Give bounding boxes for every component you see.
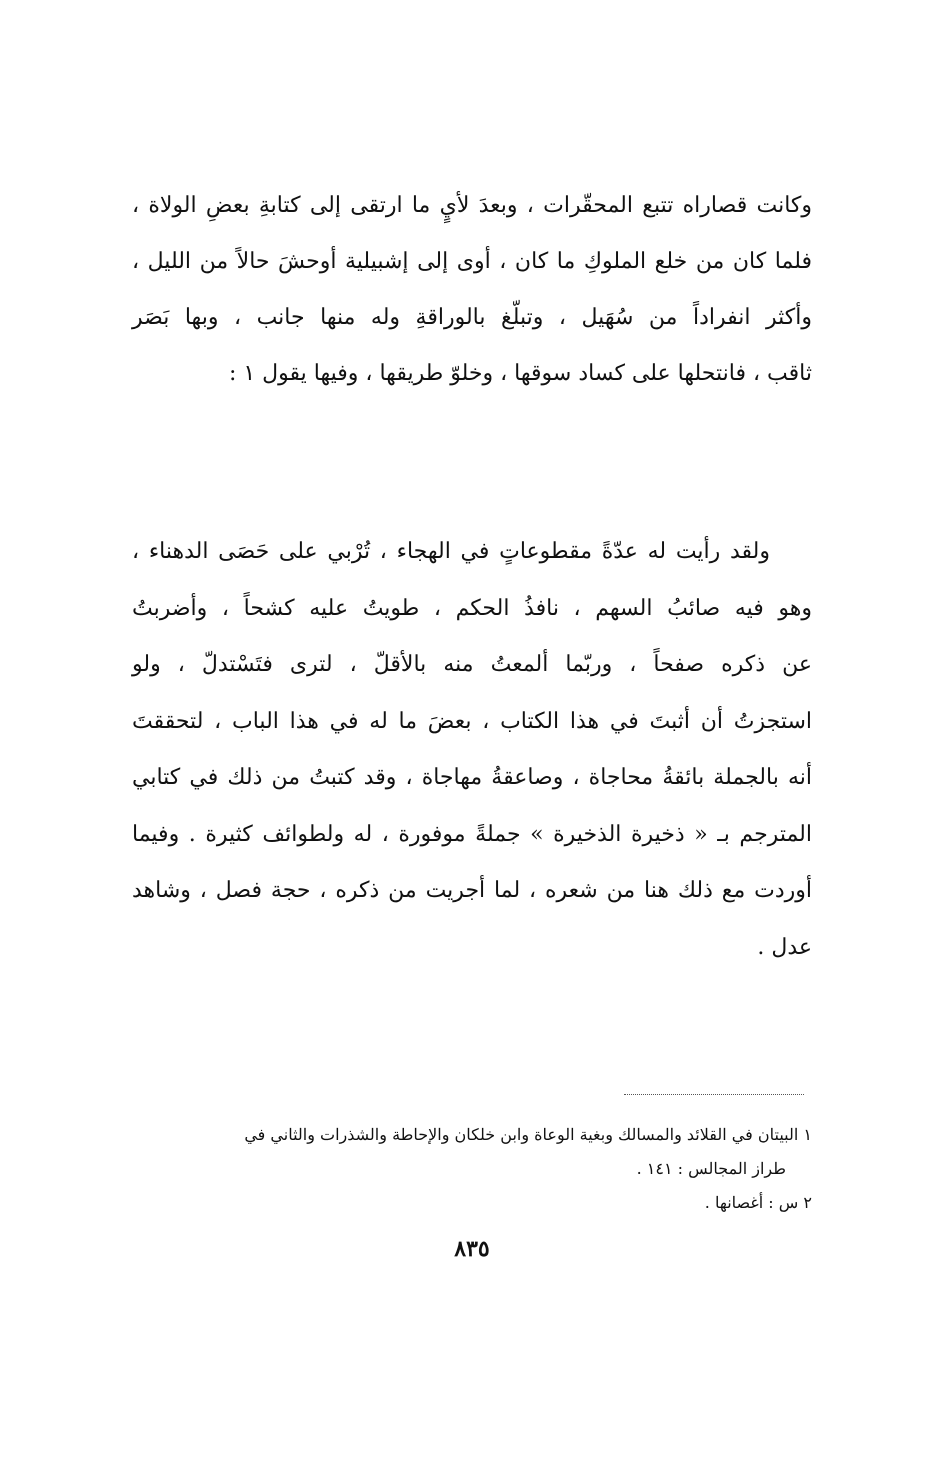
paragraph-2-line: ولقد رأيت له عدّةً مقطوعاتٍ في الهجاء ، تُرْبي على حَصَى الدهناء ، bbox=[132, 539, 770, 564]
footnotes bbox=[132, 1118, 812, 1220]
page-number: ٨٣٥ bbox=[454, 1236, 490, 1262]
footnote-text: البيتان في القلائد والمسالك وبغية الوعاة وابن خلكان والإحاطة والشذرات والثاني في bbox=[244, 1125, 799, 1144]
paragraph-1-line: فلما كان من خلع الملوكِ ما كان ، أوى إلى إشبيلية أوحشَ حالاً من الليل ، bbox=[132, 249, 812, 274]
paragraph-2-line: وهو فيه صائبُ السهم ، نافذُ الحكم ، طويتُ عليه كشحاً ، وأضربتُ bbox=[132, 595, 812, 621]
footnote-number: ١ bbox=[803, 1125, 812, 1144]
footnote-separator bbox=[624, 1094, 804, 1095]
paragraph-1-line: ثاقب ، فانتحلها على كساد سوقها ، وخلوّ طريقها ، وفيها يقول ١ : bbox=[228, 361, 812, 386]
paragraph-1-line: وأكثر انفراداً من سُهَيل ، وتبلّغ بالوراقةِ وله منها جانب ، وبها بَصَر bbox=[132, 305, 812, 330]
footnote-text: س : أغصانها . bbox=[704, 1193, 799, 1212]
paragraph-2-line: المترجم بـ « ذخيرة الذخيرة » جملةً موفورة ، له ولطوائف كثيرة . وفيما bbox=[132, 821, 812, 847]
paragraph-2-line: عن ذكره صفحاً ، وربّما ألمعتُ منه بالأقلّ ، لترى فتَسْتدلّ ، ولو bbox=[132, 652, 812, 677]
footnote-number: ٢ bbox=[803, 1193, 812, 1212]
footnote-2 bbox=[132, 1186, 812, 1220]
footnote-1-continuation: طراز المجالس : ١٤١ . bbox=[636, 1159, 786, 1178]
footnote-1 bbox=[132, 1118, 812, 1152]
paragraph-1 bbox=[132, 178, 812, 402]
paragraph-2 bbox=[132, 524, 812, 976]
paragraph-2-line: عدل . bbox=[757, 934, 812, 960]
paragraph-2-line: أنه بالجملة بائقةُ محاجاة ، وصاعقةُ مهاجاة ، وقد كتبتُ من ذلك في كتابي bbox=[132, 765, 812, 790]
paragraph-1-line: وكانت قصاراه تتبع المحقّرات ، وبعدَ لأيٍ ما ارتقى إلى كتابةِ بعضِ الولاة ، bbox=[132, 193, 812, 218]
paragraph-2-line: أوردت مع ذلك هنا من شعره ، لما أجريت من ذكره ، حجة فصل ، وشاهد bbox=[132, 878, 812, 903]
paragraph-2-line: استجزتُ أن أثبتَ في هذا الكتاب ، بعضَ ما له في هذا الباب ، لتحققتَ bbox=[132, 708, 812, 734]
